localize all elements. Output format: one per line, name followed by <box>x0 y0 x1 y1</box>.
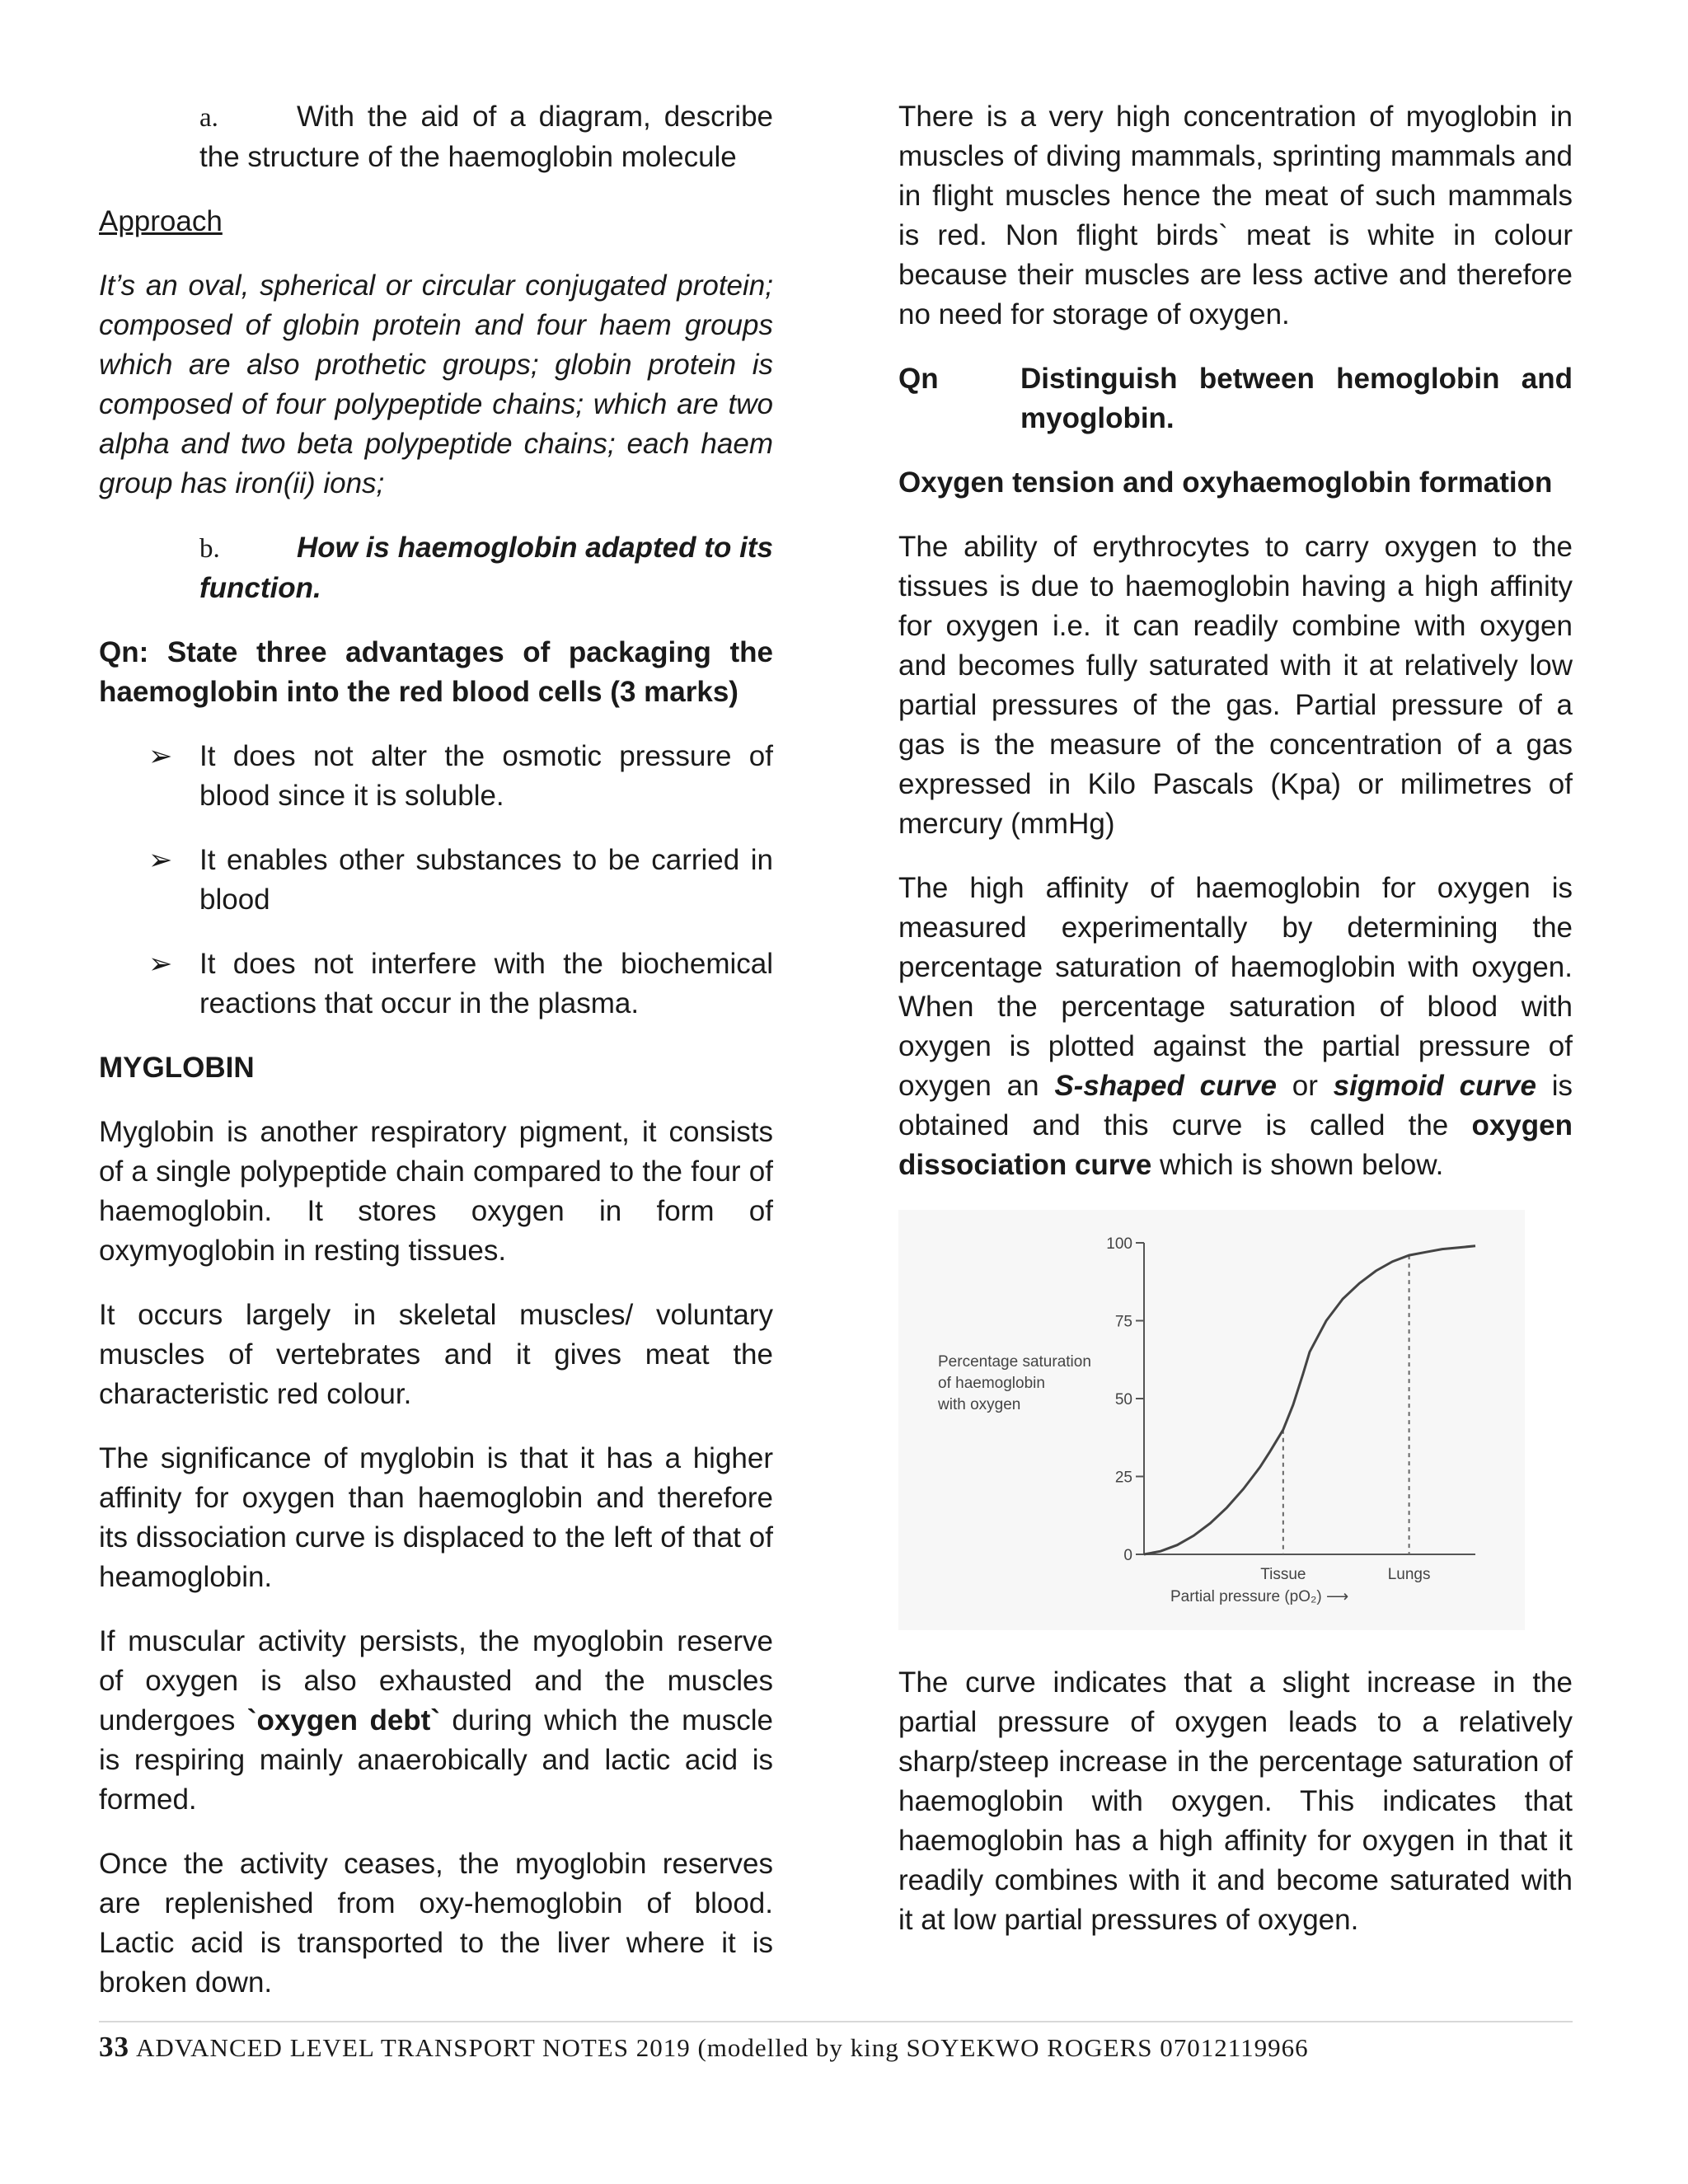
list-item <box>99 737 773 816</box>
curve-explanation-paragraph: The curve indicates that a slight increase in the partial pressure of oxygen leads to a relatively sharp/steep increase in the percentage saturation of haemoglobin with oxygen. This indicates that haemoglobin has a high affinity for oxygen in that it readily combines with it and become saturated with it at low partial pressures of oxygen. <box>898 1666 1573 1936</box>
y-tick-label: 0 <box>1123 1547 1132 1564</box>
oxygen-dissociation-chart <box>898 1210 1525 1630</box>
arrow-bullet-icon: ➢ <box>148 948 173 980</box>
arrow-bullet-icon: ➢ <box>148 844 173 876</box>
y-tick-label: 25 <box>1114 1469 1132 1487</box>
list-item <box>99 944 773 1024</box>
list-item-text: It enables other substances to be carried in blood <box>199 844 773 916</box>
oxygen-debt-term: `oxygen debt` <box>246 1704 440 1736</box>
affinity-paragraph: The high affinity of haemoglobin for oxygen is measured experimentally by determining the percentage saturation of haemoglobin with oxygen. When the percentage saturation of blood with oxygen is plotted against the partial pressure of oxygen an S-shaped curve or sigmoid curve is obtained and this curve is called the oxygen dissociation curve which is shown below. <box>898 872 1573 1181</box>
question-b-marker: b. <box>199 534 220 564</box>
arrow-bullet-icon: ➢ <box>148 740 173 772</box>
left-column <box>99 97 773 2027</box>
list-item <box>99 841 773 920</box>
question-a-text: With the aid of a diagram, describe the structure of the haemoglobin molecule <box>199 101 773 173</box>
y-axis-label-line-2: of haemoglobin <box>938 1375 1045 1392</box>
list-item-text: It does not alter the osmotic pressure of blood since it is soluble. <box>199 740 773 812</box>
myglobin-paragraph-1: Myglobin is another respiratory pigment, it consists of a single polypeptide chain compared to the four of haemoglobin. It stores oxygen in form of oxymyoglobin in resting tissues. <box>99 1116 773 1267</box>
question-text: Distinguish between hemoglobin and myoglobin. <box>1020 363 1573 434</box>
x-marker-label: Tissue <box>1260 1566 1306 1583</box>
footer-text: ADVANCED LEVEL TRANSPORT NOTES 2019 (modelled by king SOYEKWO ROGERS 07012119966 <box>136 2033 1309 2062</box>
chart-svg <box>898 1210 1525 1630</box>
oxygen-dissociation-curve-term: oxygen dissociation curve <box>898 1109 1573 1181</box>
myglobin-paragraph-4: If muscular activity persists, the myoglobin reserve of oxygen is also exhausted and the muscles undergoes `oxygen debt` during which the muscle is respiring mainly anaerobically and lactic acid is formed. <box>99 1625 773 1816</box>
page-number: 33 <box>99 2031 129 2063</box>
approach-heading: Approach <box>99 205 223 237</box>
myglobin-paragraph-2: It occurs largely in skeletal muscles/ voluntary muscles of vertebrates and it gives meat the characteristic red colour. <box>99 1299 773 1410</box>
y-axis-label-line-1: Percentage saturation <box>938 1353 1091 1371</box>
x-marker-label: Lungs <box>1387 1566 1431 1583</box>
oxygen-tension-heading: Oxygen tension and oxyhaemoglobin formation <box>898 466 1553 499</box>
y-tick-label: 100 <box>1106 1235 1132 1253</box>
erythrocytes-paragraph: The ability of erythrocytes to carry oxygen to the tissues is due to haemoglobin having a high affinity for oxygen i.e. it can readily combine with oxygen and becomes fully saturated with it at relatively low partial pressures of the gas. Partial pressure of a gas is the measure of the concentration of a gas expressed in Kilo Pascals (Kpa) or milimetres of mercury (mmHg) <box>898 531 1573 840</box>
myoglobin-concentration-paragraph: There is a very high concentration of myoglobin in muscles of diving mammals, sprinting mammals and in flight muscles hence the meat of such mammals is red. Non flight birds` meat is white in colour because their muscles are less active and therefore no need for storage of oxygen. <box>898 101 1573 330</box>
page-footer <box>99 2021 1573 2064</box>
question-a-marker: a. <box>199 103 218 133</box>
y-tick-label: 75 <box>1114 1313 1132 1331</box>
question-b-text: How is haemoglobin adapted to its function. <box>199 532 773 604</box>
myglobin-paragraph-3: The significance of myglobin is that it has a higher affinity for oxygen than haemoglobin and therefore its dissociation curve is displaced to the left of that of heamoglobin. <box>99 1442 773 1593</box>
right-column <box>898 97 1573 1965</box>
approach-text: It’s an oval, spherical or circular conjugated protein; composed of globin protein and four haem groups which are also prothetic groups; globin protein is composed of four polypeptide chains; which are two alpha and two beta polypeptide chains; each haem group has iron(ii) ions; <box>99 269 773 499</box>
sigmoid-curve-term: sigmoid curve <box>1333 1070 1536 1102</box>
s-shaped-curve-term: S-shaped curve <box>1054 1070 1277 1102</box>
question-distinguish <box>898 359 1573 438</box>
question-a <box>99 97 773 177</box>
x-axis-label: Partial pressure (pO₂) ⟶ <box>1170 1588 1349 1605</box>
chart-background <box>898 1210 1525 1630</box>
myglobin-paragraph-5: Once the activity ceases, the myoglobin reserves are replenished from oxy-hemoglobin of blood. Lactic acid is transported to the liver where it is broken down. <box>99 1848 773 1999</box>
y-axis-label-line-3: with oxygen <box>938 1396 1021 1413</box>
question-b <box>99 528 773 608</box>
myglobin-heading: MYGLOBIN <box>99 1052 255 1084</box>
list-item-text: It does not interfere with the biochemical reactions that occur in the plasma. <box>199 948 773 1019</box>
question-label: Qn <box>898 363 939 395</box>
y-tick-label: 50 <box>1114 1391 1132 1408</box>
question-advantages: Qn: State three advantages of packaging the haemoglobin into the red blood cells (3 marks) <box>99 636 773 708</box>
